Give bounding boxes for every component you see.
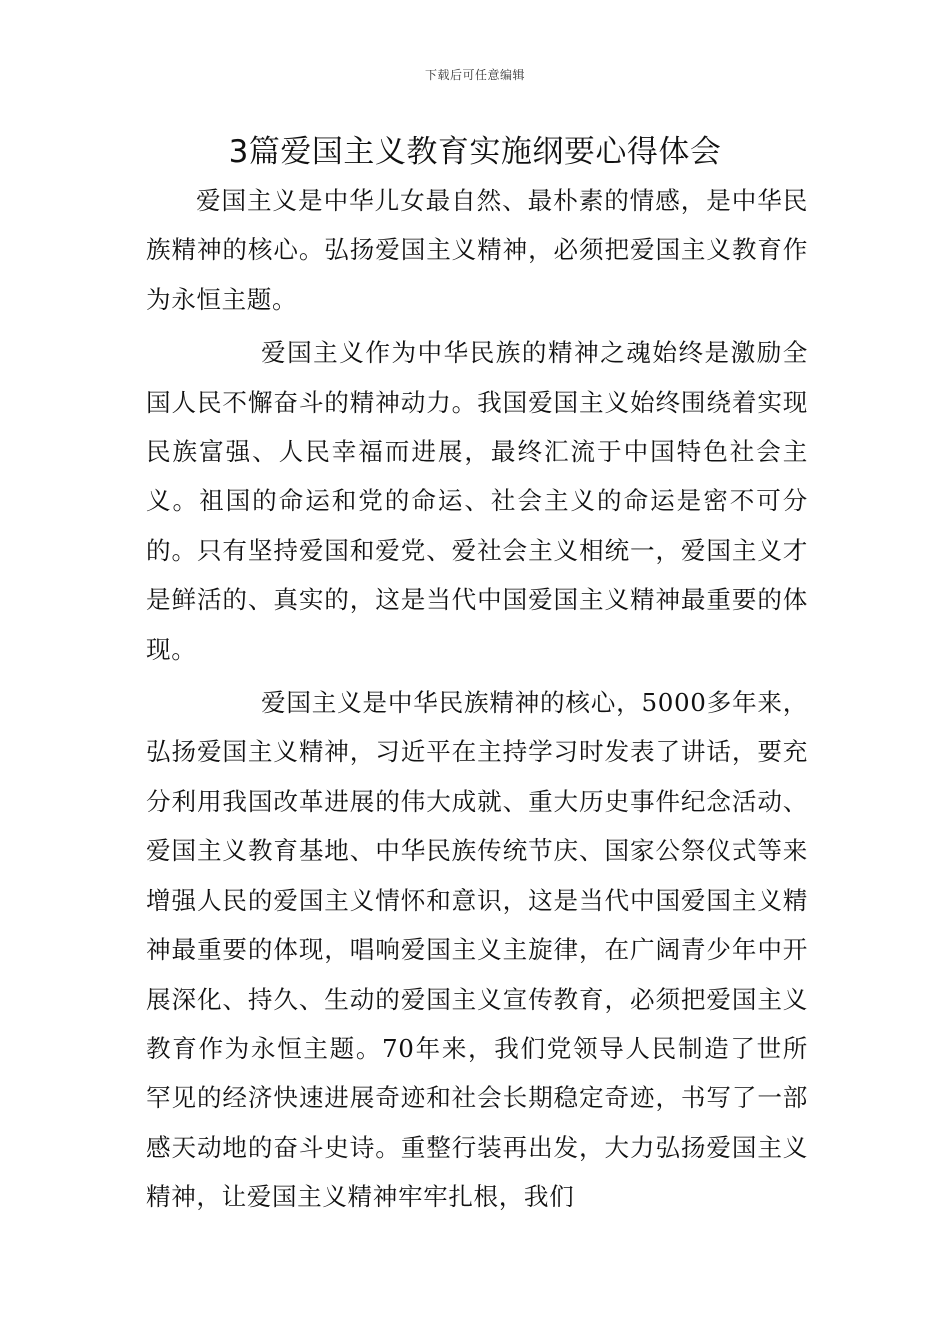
- paragraph-2: 爱国主义作为中华民族的精神之魂始终是激励全国人民不懈奋斗的精神动力。我国爱国主义始终围绕着实现民族富强、人民幸福而进展，最终汇流于中国特色社会主义。祖国的命运和党的命运、社会主义的命运是密不可分的。只有坚持爱国和爱党、爱社会主义相统一，爱国主义才是鲜活的、真实的，这是当代中国爱国主义精神最重要的体现。: [146, 338, 808, 664]
- document-body: [146, 176, 808, 1226]
- header-note: 下载后可任意编辑: [424, 68, 525, 82]
- paragraph-3: 爱国主义是中华民族精神的核心，5000多年来，弘扬爱国主义精神，习近平在主持学习时发表了讲话，要充分利用我国改革进展的伟大成就、重大历史事件纪念活动、爱国主义教育基地、中华民族传统节庆、国家公祭仪式等来增强人民的爱国主义情怀和意识，这是当代中国爱国主义精神最重要的体现，唱响爱国主义主旋律，在广阔青少年中开展深化、持久、生动的爱国主义宣传教育，必须把爱国主义教育作为永恒主题。70年来，我们党领导人民制造了世所罕见的经济快速进展奇迹和社会长期稳定奇迹，书写了一部感天动地的奋斗史诗。重整行装再出发，大力弘扬爱国主义精神，让爱国主义精神牢牢扎根，我们: [146, 688, 808, 1212]
- document-title: 3篇爱国主义教育实施纲要心得体会: [228, 134, 722, 170]
- paragraph-1: 爱国主义是中华儿女最自然、最朴素的情感，是中华民族精神的核心。弘扬爱国主义精神，必须把爱国主义教育作为永恒主题。: [146, 186, 808, 314]
